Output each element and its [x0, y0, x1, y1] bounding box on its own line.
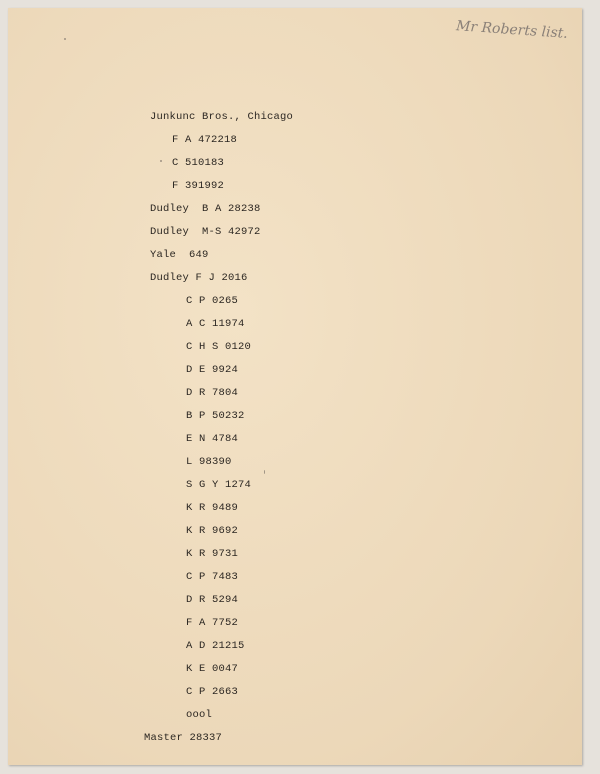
line-header: Junkunc Bros., Chicago	[150, 111, 294, 123]
line-item: Dudley M-S 42972	[150, 226, 261, 238]
line-item: C P 7483	[186, 571, 239, 583]
line-item: Yale 649	[150, 249, 209, 261]
line-item: oool	[186, 709, 213, 721]
paper-speck	[64, 38, 66, 40]
line-item: K R 9692	[186, 525, 239, 537]
line-item: D R 7804	[186, 387, 239, 399]
line-item: K R 9731	[186, 548, 239, 560]
line-item: C H S 0120	[186, 341, 252, 353]
line-item: B P 50232	[186, 410, 245, 422]
paper-speck	[264, 470, 265, 474]
line-item: A C 11974	[186, 318, 245, 330]
line-item: C 510183	[172, 157, 225, 169]
line-item: D R 5294	[186, 594, 239, 606]
line-item: F 391992	[172, 180, 225, 192]
document-page	[8, 8, 582, 765]
line-item: Dudley F J 2016	[150, 272, 248, 284]
line-item: Dudley B A 28238	[150, 203, 261, 215]
line-footer: Master 28337	[144, 732, 223, 744]
line-item: C P 2663	[186, 686, 239, 698]
line-item: F A 472218	[172, 134, 238, 146]
line-item: K E 0047	[186, 663, 239, 675]
line-item: C P 0265	[186, 295, 239, 307]
line-item: F A 7752	[186, 617, 239, 629]
line-item: L 98390	[186, 456, 232, 468]
paper-speck	[160, 160, 162, 162]
line-item: D E 9924	[186, 364, 239, 376]
line-item: K R 9489	[186, 502, 239, 514]
line-item: A D 21215	[186, 640, 245, 652]
handwritten-note: Mr Roberts list.	[455, 18, 569, 42]
line-item: E N 4784	[186, 433, 239, 445]
line-item: S G Y 1274	[186, 479, 252, 491]
